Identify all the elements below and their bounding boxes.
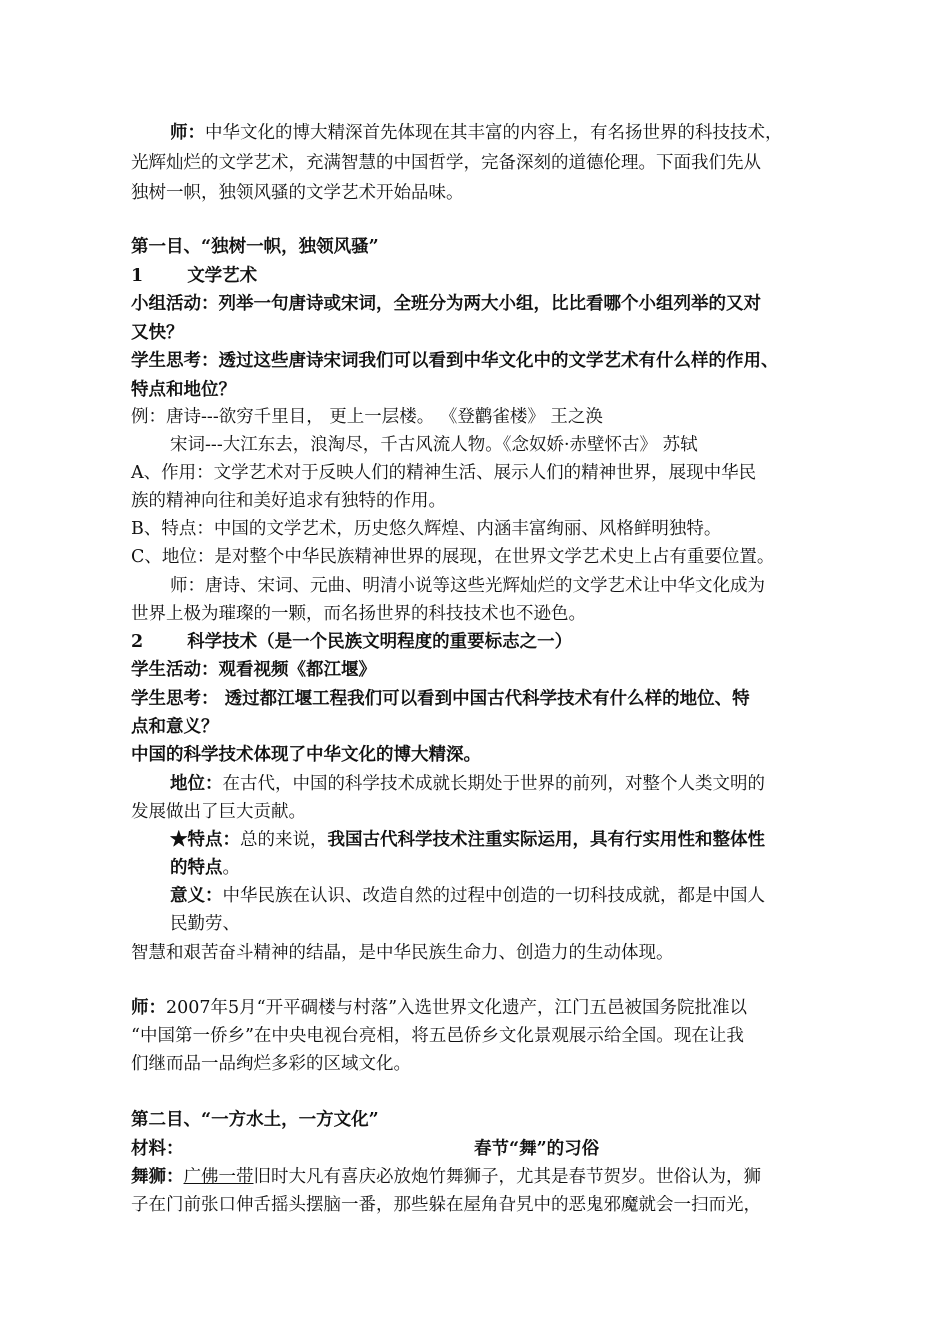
teacher2-line-1 xyxy=(131,997,747,1019)
feature-bold-end: 的特点 xyxy=(170,858,223,878)
section-heading-2: 第二目、“一方水土，一方文化” xyxy=(131,1110,379,1130)
think2-line-1: 学生思考： 透过都江堰工程我们可以看到中国古代科学技术有什么样的地位、特 xyxy=(131,689,750,709)
think2-line-2: 点和意义？ xyxy=(131,717,219,737)
feature-label: ★特点： xyxy=(170,830,240,850)
position-line: C、地位：是对整个中华民族精神世界的展现，在世界文学艺术史上占有重要位置。 xyxy=(131,547,775,567)
activity-line-1: 小组活动：列举一句唐诗或宋词，全班分为两大小组，比比看哪个小组列举的又对 xyxy=(131,294,761,314)
role-line-1: A、作用：文学艺术对于反映人们的精神生活、展示人们的精神世界，展现中华民 xyxy=(131,463,757,483)
teacher-line-1: 师：唐诗、宋词、元曲、明清小说等这些光辉灿烂的文学艺术让中华文化成为 xyxy=(170,576,765,596)
lion-dance-line-1 xyxy=(131,1166,761,1188)
teacher2-line-2: “中国第一侨乡”在中央电视台亮相，将五邑侨乡文化景观展示给全国。现在让我 xyxy=(131,1026,744,1046)
status-text: 在古代，中国的科学技术成就长期处于世界的前列，对整个人类文明的 xyxy=(222,774,765,794)
lion-dance-line-2: 子在门前张口伸舌摇头摆脑一番，那些躲在屋角旮旯中的恶鬼邪魔就会一扫而光， xyxy=(131,1195,761,1215)
feature-bold-line-1 xyxy=(170,829,765,851)
material-title: 春节“舞”的习俗 xyxy=(474,1139,600,1159)
item-number: 2 xyxy=(131,632,144,652)
teacher2-text: 2007年5月“开平碉楼与村落”入选世界文化遗产，江门五邑被国务院批准以 xyxy=(166,998,748,1018)
think-line-2: 特点和地位？ xyxy=(131,380,236,400)
think-line-1: 学生思考：透过这些唐诗宋词我们可以看到中华文化中的文学艺术有什么样的作用、 xyxy=(131,351,779,371)
item-number: 1 xyxy=(131,266,144,286)
meaning-label: 意义： xyxy=(170,886,223,906)
item-heading-science xyxy=(131,631,572,653)
lion-text: 旧时大凡有喜庆必放炮竹舞狮子，尤其是春节贺岁。世俗认为，狮 xyxy=(253,1167,761,1187)
summary-line: 中国的科学技术体现了中华文化的博大精深。 xyxy=(131,745,481,765)
feature-period: 。 xyxy=(222,858,240,878)
meaning-text: 中华民族在认识、改造自然的过程中创造的一切科技成就，都是中国人 xyxy=(222,886,765,906)
status-label: 地位： xyxy=(170,774,223,794)
activity-line-2: 又快？ xyxy=(131,323,184,343)
feature-bold: 我国古代科学技术注重实际运用，具有行实用性和整体性 xyxy=(327,830,765,850)
role-line-2: 族的精神向往和美好追求有独特的作用。 xyxy=(131,491,446,511)
intro-line-3: 独树一帜，独领风骚的文学艺术开始品味。 xyxy=(131,183,464,203)
feature-line: B、特点：中国的文学艺术，历史悠久辉煌、内涵丰富绚丽、风格鲜明独特。 xyxy=(131,519,722,539)
status-line-2: 发展做出了巨大贡献。 xyxy=(131,802,306,822)
item-title: 科学技术（是一个民族文明程度的重要标志之一） xyxy=(187,632,573,652)
teacher-line-2: 世界上极为璀璨的一颗，而名扬世界的科技技术也不逊色。 xyxy=(131,604,586,624)
feature-bold-line-2 xyxy=(170,857,240,879)
lion-label: 舞狮： xyxy=(131,1167,184,1187)
speaker-label: 师： xyxy=(170,123,205,143)
intro-line-1 xyxy=(170,122,783,144)
example-line-1: 例：唐诗---欲穷千里目， 更上一层楼。 《登鹳雀楼》 王之涣 xyxy=(131,407,603,427)
meaning-line-3: 智慧和艰苦奋斗精神的结晶，是中华民族生命力、创造力的生动体现。 xyxy=(131,943,674,963)
speaker-label: 师： xyxy=(131,998,166,1018)
feature-plain: 总的来说， xyxy=(240,830,328,850)
intro-line-2: 光辉灿烂的文学艺术，充满智慧的中国哲学，完备深刻的道德伦理。下面我们先从 xyxy=(131,153,761,173)
activity2-line: 学生活动：观看视频《都江堰》 xyxy=(131,660,376,680)
status-line-1 xyxy=(170,773,765,795)
intro-text: 中华文化的博大精深首先体现在其丰富的内容上，有名扬世界的科技技术， xyxy=(205,123,783,143)
item-heading-literature xyxy=(131,265,257,287)
example-line-2: 宋词---大江东去，浪淘尽，千古风流人物。《念奴娇·赤壁怀古》 苏轼 xyxy=(170,435,698,455)
item-title: 文学艺术 xyxy=(187,266,258,286)
region-underlined: 广佛一带 xyxy=(183,1167,254,1187)
section-heading-1: 第一目、“独树一帜，独领风骚” xyxy=(131,237,379,257)
meaning-line-2: 民勤劳、 xyxy=(170,914,240,934)
teacher2-line-3: 们继而品一品绚烂多彩的区域文化。 xyxy=(131,1054,411,1074)
meaning-line-1 xyxy=(170,885,765,907)
material-label: 材料： xyxy=(131,1139,184,1159)
